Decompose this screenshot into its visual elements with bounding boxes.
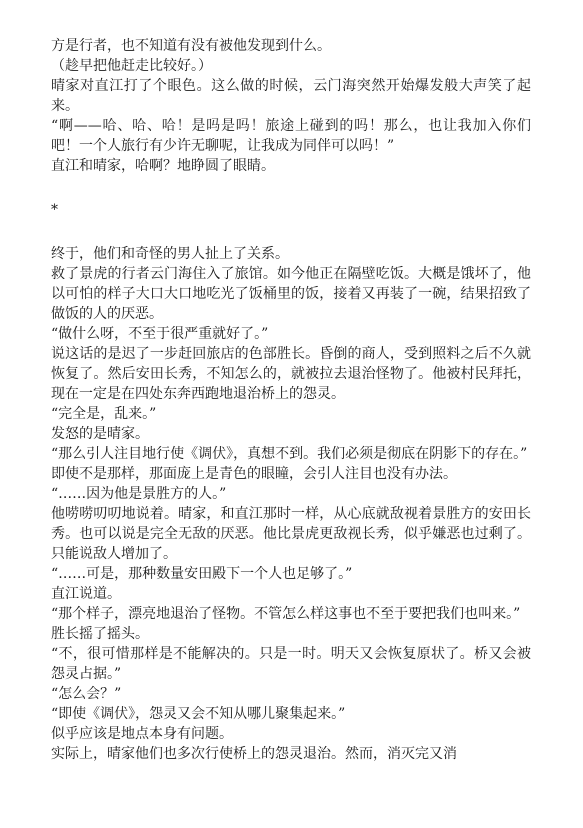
paragraph: “做什么呀，不至于很严重就好了。” bbox=[51, 326, 269, 342]
paragraph: “不，很可惜那样是不能解决的。只是一时。明天又会恢复原状了。桥又会被怨灵占据。” bbox=[51, 646, 531, 682]
top-section bbox=[51, 36, 531, 176]
section-separator: * bbox=[51, 202, 58, 218]
document-page bbox=[51, 36, 531, 764]
paragraph: （趁早把他赶走比较好。） bbox=[51, 58, 212, 74]
paragraph: 发怒的是晴家。 bbox=[51, 426, 149, 442]
paragraph: “那个样子，漂亮地退治了怪物。不管怎么样这事也不至于要把我们也叫来。” bbox=[51, 606, 521, 622]
bottom-section bbox=[51, 244, 531, 764]
paragraph: 说这话的是迟了一步赶回旅店的色部胜长。昏倒的商人，受到照料之后不久就恢复了。然后安田长秀，不知怎么的，就被拉去退治怪物了。他被村民拜托，现在一定是在四处东奔西跑地退治桥上的怨灵。 bbox=[51, 346, 531, 402]
paragraph: “完全是，乱来。” bbox=[51, 406, 157, 422]
paragraph: “……因为他是景胜方的人。” bbox=[51, 486, 227, 502]
paragraph: “即使《调伏》，怨灵又会不知从哪儿聚集起来。” bbox=[51, 706, 346, 722]
paragraph: “那么引人注目地行使《调伏》，真想不到。我们必须是彻底在阴影下的存在。” bbox=[51, 446, 528, 462]
paragraph: 终于，他们和奇怪的男人扯上了关系。 bbox=[51, 246, 289, 262]
paragraph: 似乎应该是地点本身有问题。 bbox=[51, 726, 233, 742]
paragraph: 即使不是那样，那面庞上是青色的眼瞳，会引人注目也没有办法。 bbox=[51, 466, 457, 482]
paragraph: 实际上，晴家他们也多次行使桥上的怨灵退治。然而，消灭完又消 bbox=[51, 746, 457, 762]
paragraph: 胜长摇了摇头。 bbox=[51, 626, 149, 642]
paragraph: “啊——哈、哈、哈！是吗是吗！旅途上碰到的吗！那么，也让我加入你们吧！一个人旅行有少许无聊呢，让我成为同伴可以吗！” bbox=[51, 118, 531, 154]
paragraph: 直江和晴家，哈啊？地睁圆了眼睛。 bbox=[51, 158, 275, 174]
paragraph: 晴家对直江打了个眼色。这么做的时候，云门海突然开始爆发般大声笑了起来。 bbox=[51, 78, 531, 114]
paragraph: “怎么会？” bbox=[51, 686, 122, 702]
paragraph: 直江说道。 bbox=[51, 586, 121, 602]
paragraph: 方是行者，也不知道有没有被他发现到什么。 bbox=[51, 38, 331, 54]
paragraph: 他唠唠叨叨地说着。晴家，和直江那时一样，从心底就敌视着景胜方的安田长秀。也可以说是完全无敌的厌恶。他比景虎更敌视长秀，似乎嫌恶也过剩了。只能说敌人增加了。 bbox=[51, 506, 531, 562]
paragraph: “……可是，那种数量安田殿下一个人也足够了。” bbox=[51, 566, 353, 582]
paragraph: 救了景虎的行者云门海住入了旅馆。如今他正在隔壁吃饭。大概是饿坏了，他以可怕的样子大口大口地吃光了饭桶里的饭，接着又再装了一碗，结果招致了做饭的人的厌恶。 bbox=[51, 266, 531, 322]
